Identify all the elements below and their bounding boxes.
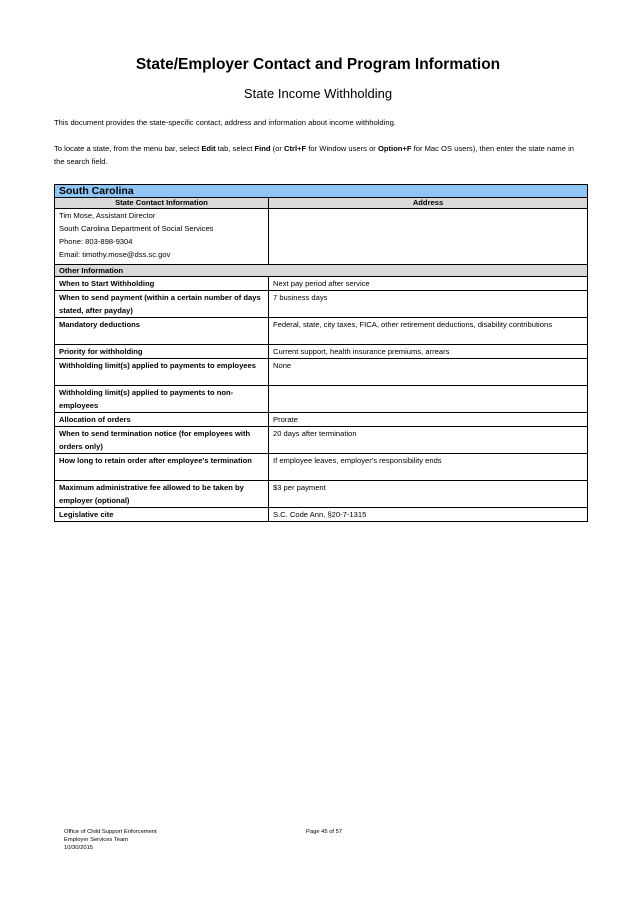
row-value (269, 386, 588, 413)
table-row (55, 454, 588, 481)
intro-paragraph: This document provides the state-specific contact, address and information about income withholding. (54, 118, 396, 127)
contact-department: South Carolina Department of Social Services (59, 224, 214, 233)
row-value: None (269, 359, 588, 386)
instructions-text: for Mac OS users), then enter the state name in the search field. (54, 144, 574, 166)
instructions-paragraph (54, 142, 584, 168)
row-label: When to send payment (within a certain number of days stated, after payday) (55, 291, 269, 318)
address-cell (269, 209, 588, 265)
page-number: Page 45 of 57 (306, 829, 343, 835)
instructions-text: tab, select (215, 144, 255, 153)
row-value: If employee leaves, employer's responsibility ends (269, 454, 588, 481)
other-info-header: Other Information (55, 265, 588, 277)
state-header-row (55, 185, 588, 198)
row-label: Allocation of orders (55, 413, 269, 427)
contact-column-header: State Contact Information (55, 198, 269, 209)
row-label: Priority for withholding (55, 345, 269, 359)
page-subtitle: State Income Withholding (243, 86, 393, 101)
option-f-keyword: Option+F (377, 144, 412, 153)
row-label: Withholding limit(s) applied to payments to employees (55, 359, 269, 386)
row-label: When to Start Withholding (55, 277, 269, 291)
row-label: Mandatory deductions (55, 318, 269, 345)
table-row (55, 386, 588, 413)
row-value: 20 days after termination (269, 427, 588, 454)
row-label: Legislative cite (55, 508, 269, 522)
table-row (55, 359, 588, 386)
footer-team-line: Employer Services Team (64, 837, 129, 843)
table-row (55, 427, 588, 454)
contact-name: Tim Mose, Assistant Director (59, 211, 156, 220)
row-label: Withholding limit(s) applied to payments to non-employees (55, 386, 269, 413)
instructions-text: To locate a state, from the menu bar, select (54, 144, 202, 153)
table-row (55, 291, 588, 318)
instructions-text: for Window users or (306, 144, 378, 153)
table-row (55, 345, 588, 359)
row-value: S.C. Code Ann. §20-7-1315 (269, 508, 588, 522)
footer-org-line: Office of Child Support Enforcement (64, 829, 157, 835)
row-value: Current support, health insurance premiums, arrears (269, 345, 588, 359)
address-column-header: Address (269, 198, 588, 209)
row-label: When to send termination notice (for employees with orders only) (55, 427, 269, 454)
footer-organization (64, 828, 157, 852)
contact-phone: Phone: 803-898-9304 (59, 237, 133, 246)
state-info-table (54, 184, 588, 522)
row-value: Next pay period after service (269, 277, 588, 291)
row-label: Maximum administrative fee allowed to be taken by employer (optional) (55, 481, 269, 508)
row-label: How long to retain order after employee's termination (55, 454, 269, 481)
table-row (55, 318, 588, 345)
other-info-header-row (55, 265, 588, 277)
table-row (55, 508, 588, 522)
state-name: South Carolina (55, 185, 588, 198)
row-value: 7 business days (269, 291, 588, 318)
column-header-row (55, 198, 588, 209)
footer-date: 10/30/2015 (64, 845, 94, 851)
ctrl-f-keyword: Ctrl+F (284, 144, 307, 153)
row-value: $3 per payment (269, 481, 588, 508)
row-value: Federal, state, city taxes, FICA, other retirement deductions, disability contributions (269, 318, 588, 345)
edit-keyword: Edit (201, 144, 216, 153)
footer-page-number (306, 828, 342, 836)
table-row (55, 277, 588, 291)
contact-cell (55, 209, 269, 265)
contact-row (55, 209, 588, 265)
contact-email: Email: timothy.mose@dss.sc.gov (59, 250, 171, 259)
find-keyword: Find (254, 144, 271, 153)
row-value: Prorate (269, 413, 588, 427)
instructions-text: (or (270, 144, 285, 153)
table-row (55, 413, 588, 427)
table-row (55, 481, 588, 508)
page-title: State/Employer Contact and Program Information (135, 56, 501, 73)
